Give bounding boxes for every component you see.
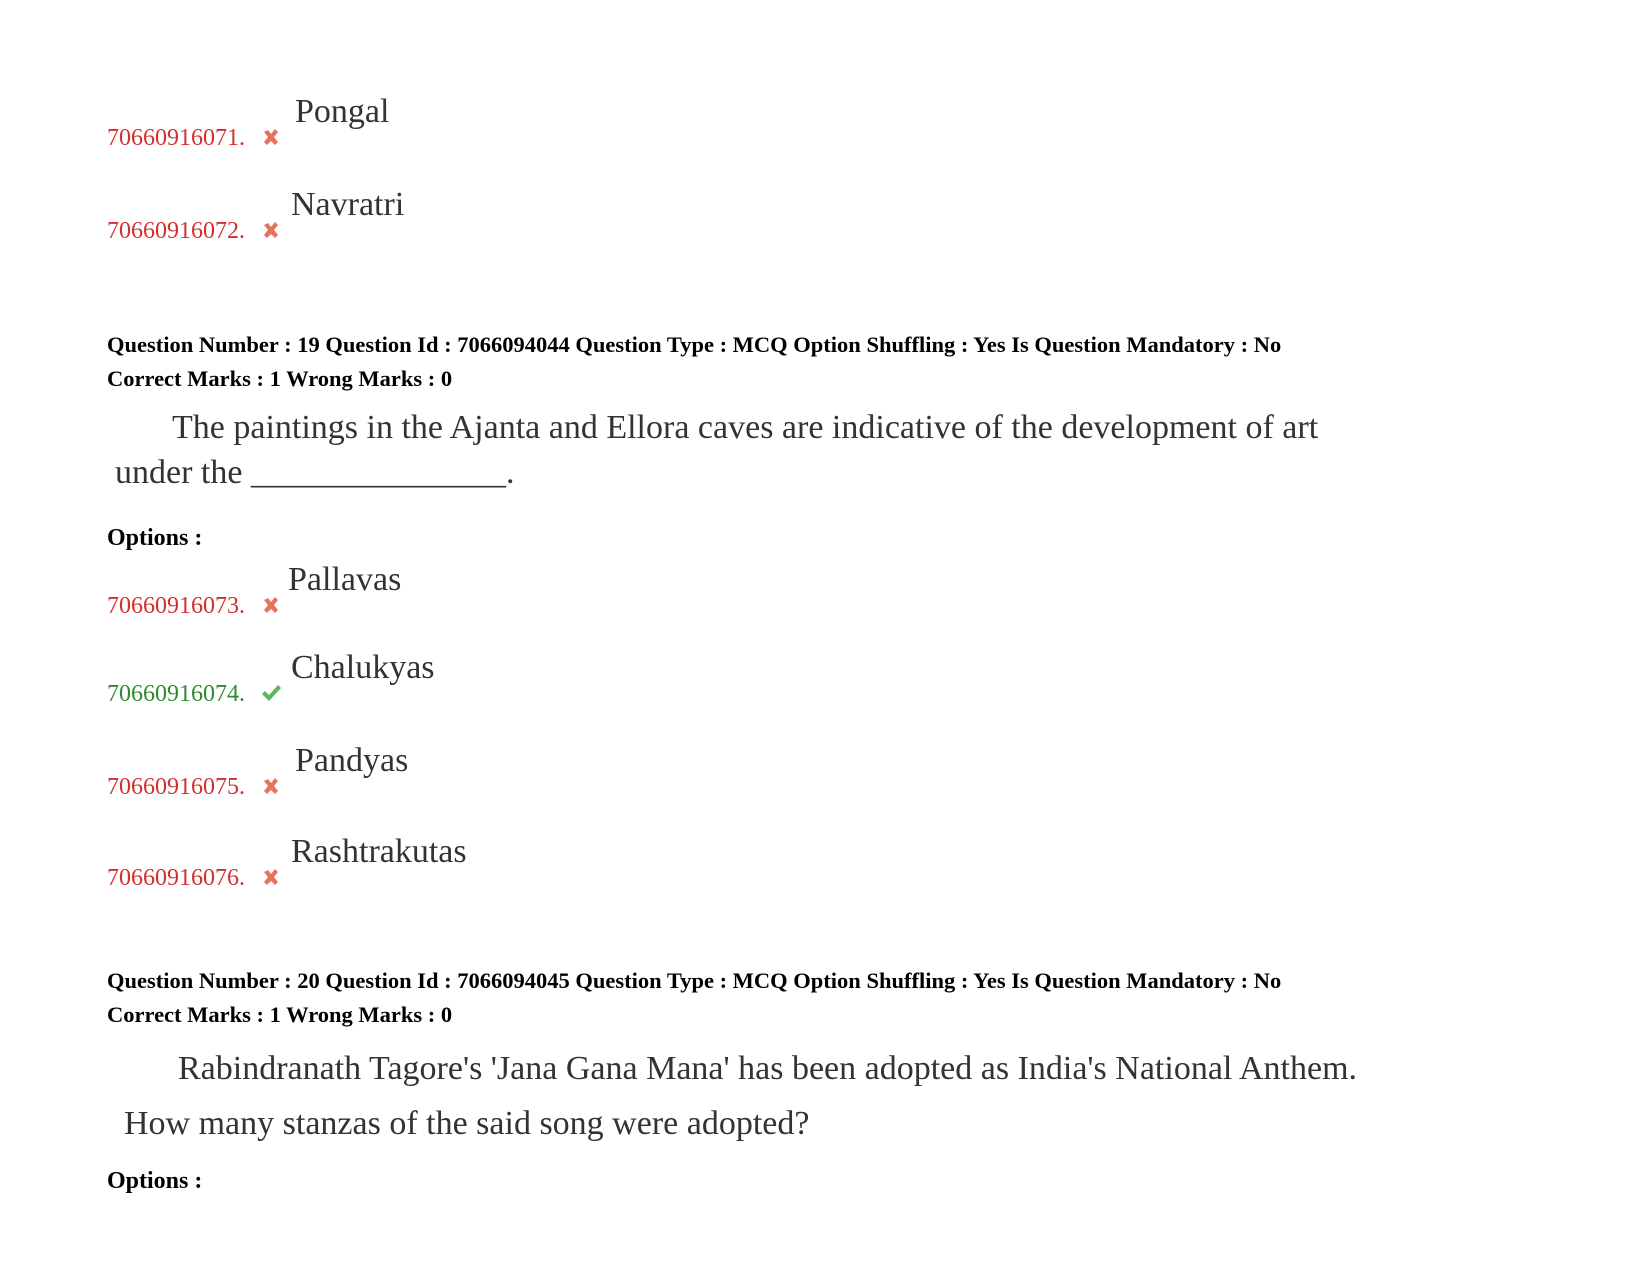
cross-icon [260, 126, 282, 148]
option-text: Navratri [291, 186, 405, 223]
option-id: 70660916075. [107, 774, 245, 800]
question-text-line: How many stanzas of the said song were adopted? [124, 1105, 810, 1142]
check-icon [260, 682, 282, 704]
option-id: 70660916072. [107, 218, 245, 244]
option-id: 70660916074. [107, 681, 245, 707]
cross-icon [260, 775, 282, 797]
question-text-line: Rabindranath Tagore's 'Jana Gana Mana' has been adopted as India's National Anthem. [178, 1050, 1358, 1087]
option-row [107, 92, 1007, 152]
question-marks-line: Correct Marks : 1 Wrong Marks : 0 [107, 366, 453, 391]
options-label: Options : [107, 1168, 203, 1194]
option-row [107, 832, 1007, 892]
option-row [107, 741, 1007, 801]
question-text-line: under the _______________. [115, 454, 515, 491]
option-id: 70660916076. [107, 865, 245, 891]
options-label: Options : [107, 525, 203, 551]
option-text: Pallavas [288, 561, 402, 598]
option-text: Pandyas [295, 742, 409, 779]
option-row [107, 648, 1007, 708]
option-row [107, 185, 1007, 245]
cross-icon [260, 219, 282, 241]
question-marks-line: Correct Marks : 1 Wrong Marks : 0 [107, 1002, 453, 1027]
question-text-line: The paintings in the Ajanta and Ellora caves are indicative of the development of art [172, 409, 1319, 446]
question-meta-line: Question Number : 20 Question Id : 7066094045 Question Type : MCQ Option Shuffling : Yes Is Question Mandatory : No [107, 968, 1282, 993]
cross-icon [260, 866, 282, 888]
option-id: 70660916073. [107, 593, 245, 619]
option-text: Pongal [295, 93, 390, 130]
option-id: 70660916071. [107, 125, 245, 151]
cross-icon [260, 594, 282, 616]
question-meta-line: Question Number : 19 Question Id : 7066094044 Question Type : MCQ Option Shuffling : Yes Is Question Mandatory : No [107, 332, 1282, 357]
option-text: Rashtrakutas [291, 833, 467, 870]
option-text: Chalukyas [291, 649, 435, 686]
option-row [107, 560, 1007, 620]
